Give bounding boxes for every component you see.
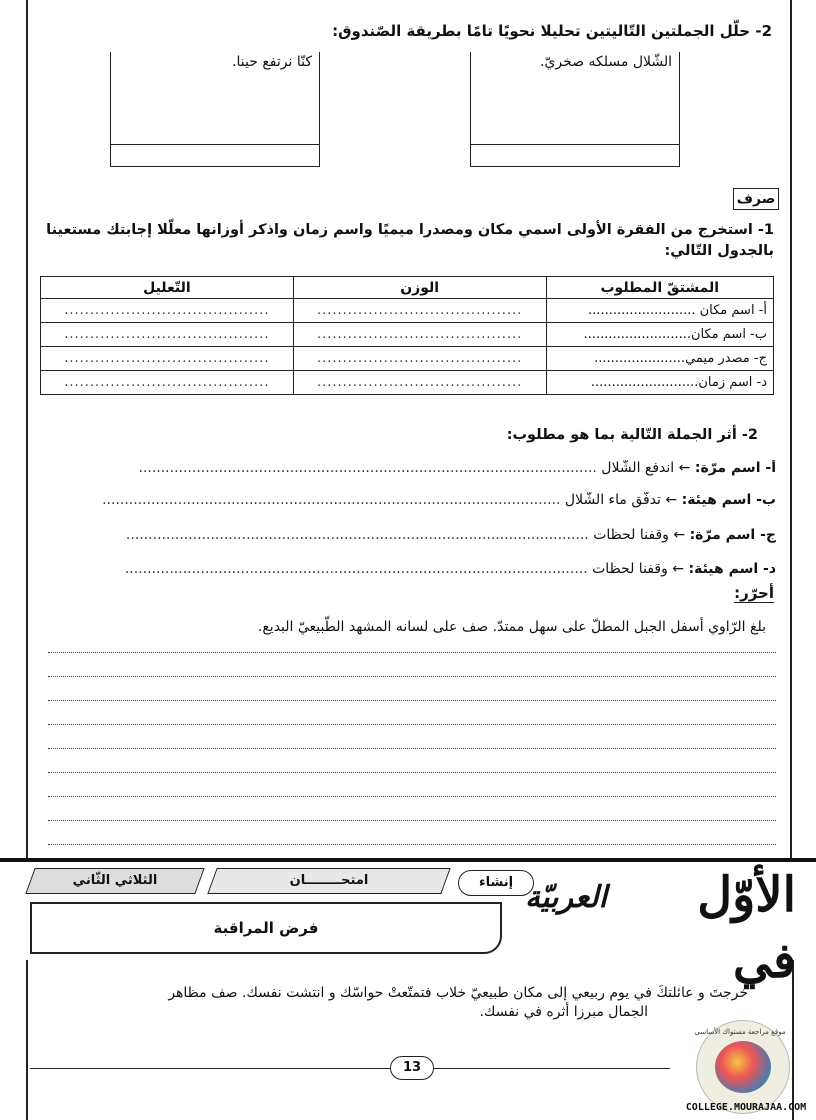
writing-line[interactable]: [48, 676, 776, 677]
writing-prompt: بلغ الرّاوي أسفل الجبل المطلّ على سهل ممتدّ. صف على لسانه المشهد الطّبيعيّ البديع.: [257, 619, 766, 635]
item-label: ب- اسم هيئة:: [681, 492, 776, 508]
list-item: [46, 561, 776, 577]
col-derivative: المشتقّ المطلوب: [546, 277, 773, 299]
table-row: [41, 371, 774, 395]
table-header-row: [41, 277, 774, 299]
writing-line[interactable]: [48, 724, 776, 725]
item-label: أ- اسم مرّة:: [694, 460, 776, 476]
item-sentence: وقفنا لحظات: [592, 561, 668, 577]
item-label: د- اسم هيئة:: [688, 561, 776, 577]
task-line-2: الجمال مبرزا أثره في نفسك.: [479, 1004, 648, 1020]
derivatives-table: [40, 276, 774, 395]
table-cell[interactable]: أ- اسم مكان ..........................: [546, 299, 773, 323]
writing-line[interactable]: [48, 820, 776, 821]
table-row: [41, 347, 774, 371]
answer-line[interactable]: .......................................................................................................: [102, 492, 561, 508]
table-cell[interactable]: ........................................: [293, 323, 546, 347]
writing-line[interactable]: [48, 700, 776, 701]
writing-line[interactable]: [48, 796, 776, 797]
brand-logo-1: الأوّل في: [697, 867, 796, 989]
insha-badge: إنشاء: [458, 870, 534, 896]
sarf-tag: صرف: [733, 188, 779, 210]
table-cell[interactable]: ........................................: [293, 299, 546, 323]
grammar-question: 2- حلّل الجملتين التّاليتين تحليلا نحويًا تامًا بطريقة الصّندوق:: [332, 22, 772, 40]
writing-tag: أحرّر:: [734, 584, 774, 602]
table-row: [41, 323, 774, 347]
answer-line[interactable]: ........................................................................................................: [125, 527, 589, 543]
arrow-icon: ←: [665, 492, 678, 508]
level-badge: الثلاثي الثّاني: [25, 868, 204, 894]
list-item: [46, 492, 776, 508]
sarf-question-2: 2- أثر الجملة التّالية بما هو مطلوب:: [506, 427, 758, 443]
arrow-icon: ←: [672, 561, 685, 577]
writing-line[interactable]: [48, 772, 776, 773]
writing-line[interactable]: [48, 844, 776, 845]
task-line-1: خرجتَ و عائلتكَ في يوم ربيعي إلى مكان طبيعيّ خلاب فتمتّعتْ حواسّك و انتشت نفسك. صف مظاهر: [168, 985, 748, 1001]
table-cell[interactable]: ........................................: [293, 371, 546, 395]
brand-logo-2: العربيّة: [525, 880, 607, 915]
writing-line[interactable]: [48, 652, 776, 653]
arrow-icon: ←: [678, 460, 691, 476]
sentence-right: الشّلال مسلكه صخريّ.: [540, 54, 672, 70]
table-cell[interactable]: ج- مصدر ميمي......................: [546, 347, 773, 371]
arrow-icon: ←: [673, 527, 686, 543]
sentence-left: كنّا نرتفع حينا.: [232, 54, 312, 70]
col-reason: التّعليل: [41, 277, 294, 299]
table-row: [41, 299, 774, 323]
item-label: ج- اسم مرّة:: [689, 527, 776, 543]
test-title: فرض المراقبة: [30, 902, 502, 954]
sarf-question-1: 1- استخرج من الفقرة الأولى اسمي مكان ومصدرا ميميًا واسم زمان واذكر أوزانها معلّلا إجابتك مستعينا بالجدول التّالي:: [46, 222, 774, 259]
exam-header: [0, 858, 816, 1115]
table-cell[interactable]: ........................................: [293, 347, 546, 371]
writing-line[interactable]: [48, 748, 776, 749]
col-weight: الوزن: [293, 277, 546, 299]
exam-badge: امتحــــــــان: [207, 868, 450, 894]
table-cell[interactable]: ........................................: [41, 371, 294, 395]
item-sentence: وقفنا لحظات: [593, 527, 669, 543]
table-cell[interactable]: ب- اسم مكان..........................: [546, 323, 773, 347]
table-cell[interactable]: ........................................: [41, 323, 294, 347]
table-cell[interactable]: د- اسم زمان..........................: [546, 371, 773, 395]
divider: [30, 1068, 670, 1069]
item-sentence: اندفع الشّلال: [601, 460, 675, 476]
watermark: موقع مراجعة مستواك الأساسي: [694, 1028, 786, 1036]
list-item: [46, 527, 776, 543]
table-cell[interactable]: ........................................: [41, 299, 294, 323]
page-number: 13: [390, 1056, 434, 1080]
item-sentence: تدفّق ماء الشّلال: [564, 492, 661, 508]
answer-line[interactable]: ........................................................................................................: [124, 561, 588, 577]
table-cell[interactable]: ........................................: [41, 347, 294, 371]
website-link[interactable]: COLLEGE.MOURAJAA.COM: [685, 1102, 807, 1113]
answer-line[interactable]: .......................................................................................................: [138, 460, 597, 476]
list-item: [46, 460, 776, 476]
